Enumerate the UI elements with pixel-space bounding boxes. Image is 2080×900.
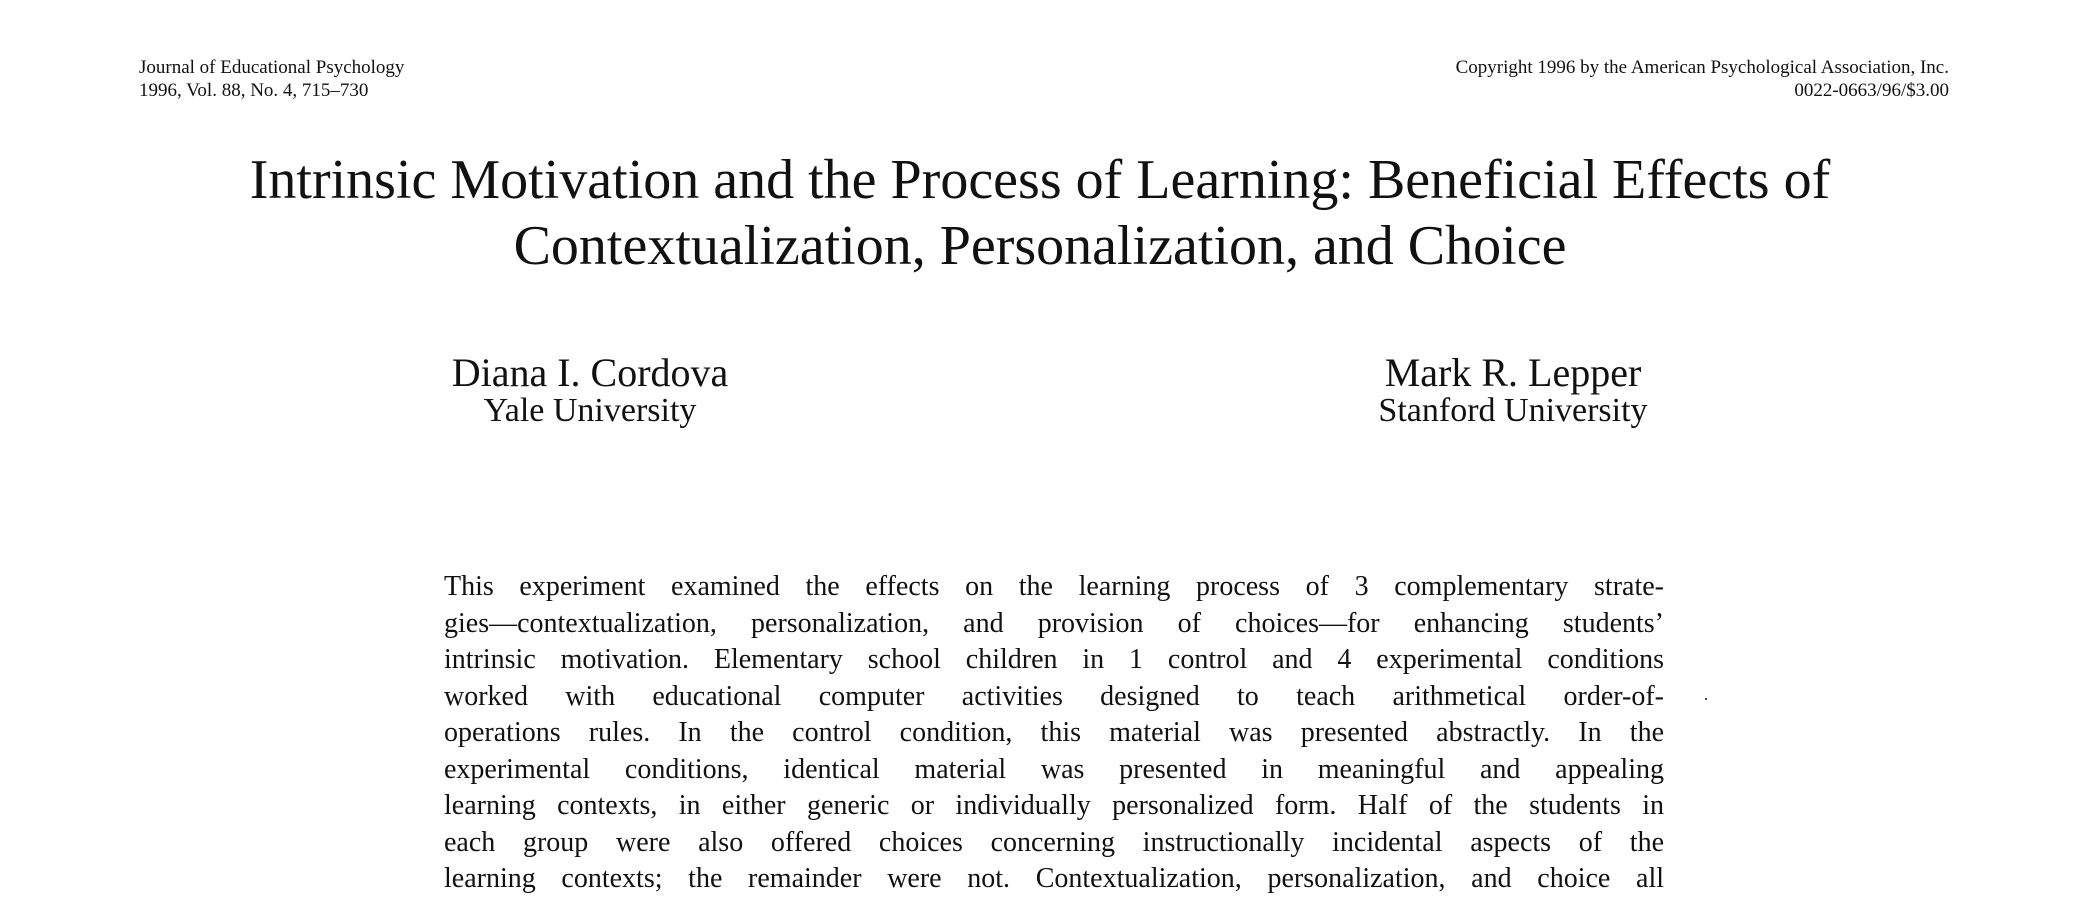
paper-title: [0, 147, 2080, 279]
copyright-info: [1456, 56, 1949, 102]
abstract-line: gies—contextualization, personalization, and provision of choices—for enhancing students’: [444, 607, 1664, 639]
article-code: 0022-0663/96/$3.00: [1794, 80, 1949, 101]
abstract-line: learning contexts, in either generic or individually personalized form. Half of the students in: [444, 790, 1664, 821]
abstract-line: This experiment examined the effects on the learning process of 3 complementary strate-: [444, 571, 1664, 602]
author-affiliation: Yale University: [483, 392, 697, 429]
abstract-line: each group were also offered choices concerning instructionally incidental aspects of the: [444, 826, 1664, 858]
copyright-notice: Copyright 1996 by the American Psychological Association, Inc.: [1455, 57, 1949, 78]
abstract-line: experimental conditions, identical material was presented in meaningful and appealing: [444, 753, 1664, 785]
author-block-1: [390, 352, 790, 429]
author-name: Mark R. Lepper: [1384, 350, 1642, 395]
journal-info: [139, 56, 404, 102]
author-block-2: [1313, 352, 1713, 429]
journal-name: Journal of Educational Psychology: [139, 57, 405, 78]
abstract-line: learning contexts; the remainder were not. Contextualization, personalization, and choice all: [444, 863, 1664, 894]
author-name: Diana I. Cordova: [451, 350, 729, 395]
abstract: [444, 569, 1664, 898]
abstract-line: worked with educational computer activities designed to teach arithmetical order-of-: [444, 680, 1664, 712]
abstract-line: intrinsic motivation. Elementary school children in 1 control and 4 experimental conditions: [444, 644, 1664, 675]
paper-title-line-1: Intrinsic Motivation and the Process of Learning: Beneficial Effects of: [249, 149, 1831, 211]
abstract-line: operations rules. In the control condition, this material was presented abstractly. In the: [444, 717, 1664, 748]
scan-speck: [1705, 698, 1707, 700]
paper-title-line-2: Contextualization, Personalization, and Choice: [513, 215, 1567, 277]
journal-citation: 1996, Vol. 88, No. 4, 715–730: [139, 80, 369, 101]
author-affiliation: Stanford University: [1378, 392, 1648, 429]
